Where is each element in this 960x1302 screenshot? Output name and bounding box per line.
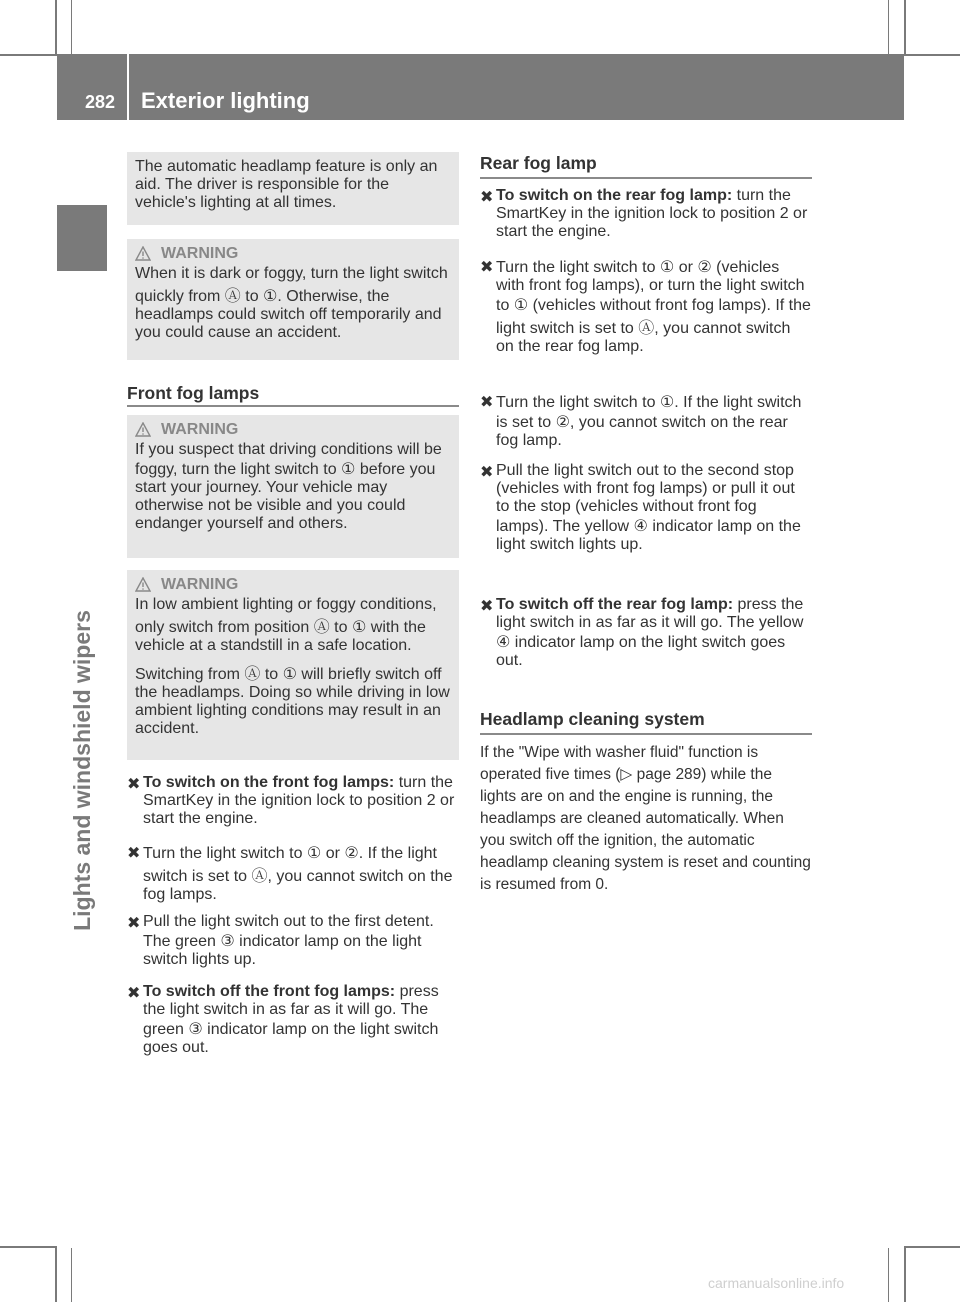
crop-mark [904,0,906,54]
side-tab [57,205,107,271]
crop-mark [0,54,57,56]
list-item [480,187,812,241]
warning-box-3 [127,570,459,760]
bullet-arrow-icon: ✖ [127,915,141,932]
bullet-arrow-icon: ✖ [480,464,494,481]
bullet-arrow-icon: ✖ [480,598,494,615]
crop-mark [71,1248,72,1302]
list-item [127,913,459,969]
step-bold: To switch off the rear fog lamp: [496,596,734,613]
header-divider [127,54,129,120]
page-number: 282 [85,92,116,112]
side-tab-label-wrap [62,609,102,931]
step-text: Turn the light switch to ① or ② (vehicles with front fog lamps), or turn the light switch to ① (vehicles without front fog lamps). If the light switch is set to Ⓐ, you cannot switch on the rear fog lamp. [496,259,811,355]
step-text: Turn the light switch to ① or ②. If the light switch is set to Ⓐ, you cannot switch on the fog lamps. [143,845,453,903]
crop-mark [888,1248,889,1302]
warning-triangle-icon [135,422,151,438]
list-item [480,596,812,670]
heading-rule [480,177,812,179]
bullet-arrow-icon: ✖ [127,985,141,1002]
crop-mark [55,1248,57,1302]
list-item [127,774,459,828]
section-heading: Headlamp cleaning system [480,709,705,729]
warning-header [135,245,451,263]
list-item [127,843,459,904]
bullet-arrow-icon: ✖ [480,259,494,276]
warning-box-2 [127,415,459,558]
crop-mark [904,54,960,56]
bullet-arrow-icon: ✖ [127,776,141,793]
crop-mark [904,1246,960,1248]
step-text: press the light switch in as far as it will go. The green ③ indicator lamp on the light switch goes out. [143,983,439,1056]
crop-mark [55,0,57,54]
warning-header [135,576,451,594]
list-item [480,392,812,450]
page-title: Exterior lighting [141,88,310,113]
warning-text: Switching from Ⓐ to ① will briefly switch off the headlamps. Doing so while driving in low ambient lighting conditions may result in an accident. [135,666,450,737]
crop-mark [71,0,72,54]
step-text: Turn the light switch to ①. If the light switch is set to ②, you cannot switch on the rear fog lamp. [496,394,802,449]
bullet-arrow-icon: ✖ [480,189,494,206]
section-heading: Front fog lamps [127,383,260,403]
bullet-arrow-icon: ✖ [127,845,141,862]
cleaning-paragraph [480,742,812,896]
bullet-arrow-icon: ✖ [480,394,494,411]
list-item [480,257,812,356]
side-tab-label: Lights and windshield wipers [68,609,95,931]
cleaning-text: If the "Wipe with washer fluid" function is operated five times (▷ page 289) while the lights are on and the engine is running, the headlamps are cleaned automatically. When you switch off the ignition, the automatic headlamp cleaning system is reset and counting is resumed from 0. [480,744,811,893]
section-heading: Rear fog lamp [480,153,597,173]
step-bold: To switch on the front fog lamps: [143,774,395,791]
crop-mark [888,0,889,54]
warning-header [135,421,451,439]
crop-mark [0,1246,57,1248]
warning-text: In low ambient lighting or foggy conditions, only switch from position Ⓐ to ① with the vehicle at a standstill in a safe location. [135,596,437,654]
warning-box-1 [127,239,459,360]
warning-text: When it is dark or foggy, turn the light switch quickly from Ⓐ to ①. Otherwise, the headlamps could switch off temporarily and you could cause an accident. [135,265,448,341]
list-item [480,462,812,554]
note-text: The automatic headlamp feature is only an aid. The driver is responsible for the vehicle's lighting at all times. [135,158,438,211]
step-text: press the light switch in as far as it will go. The yellow ④ indicator lamp on the light switch goes out. [496,596,804,669]
step-bold: To switch on the rear fog lamp: [496,187,733,204]
step-text: turn the SmartKey in the ignition lock to position 2 or start the engine. [496,187,808,240]
step-text: turn the SmartKey in the ignition lock to position 2 or start the engine. [143,774,455,827]
warning-text: If you suspect that driving conditions will be foggy, turn the light switch to ① before you start your journey. Your vehicle may otherwise not be visible and you could endanger yourself and others. [135,441,442,532]
step-bold: To switch off the front fog lamps: [143,983,396,1000]
list-item [127,983,459,1057]
warning-label: WARNING [161,576,239,593]
warning-label: WARNING [161,245,239,262]
step-text: Pull the light switch out to the second stop (vehicles with front fog lamps) or pull it out to the stop (vehicles without front fog lamps). The yellow ④ indicator lamp on the light switch lights up. [496,462,801,553]
warning-triangle-icon [135,577,151,593]
warning-label: WARNING [161,421,239,438]
warning-triangle-icon [135,246,151,262]
heading-rule [480,733,812,735]
heading-rule [127,405,459,407]
note-box [127,152,459,225]
watermark: carmanualsonline.info [708,1275,845,1291]
crop-mark [904,1248,906,1302]
step-text: Pull the light switch out to the first detent. The green ③ indicator lamp on the light switch lights up. [143,913,434,968]
